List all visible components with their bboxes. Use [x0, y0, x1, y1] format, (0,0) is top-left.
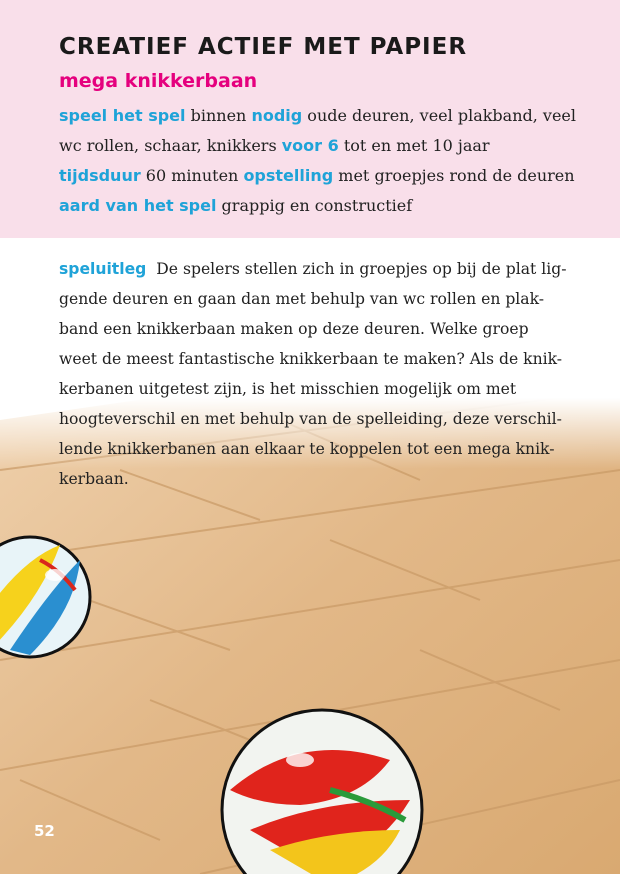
marble-icon [222, 710, 422, 874]
label-setup: opstelling [243, 166, 334, 185]
label-nature: aard van het spel [59, 196, 217, 215]
marble-icon [0, 537, 90, 657]
explanation-line [59, 254, 584, 284]
play-value: binnen [185, 106, 252, 125]
label-age: voor 6 [281, 136, 339, 155]
explanation-line: weet de meest fantastische knikkerbaan te maken? Als de knik- [59, 350, 563, 368]
explanation-line-text: De spelers stellen zich in groepjes op bij de plat lig- [156, 260, 567, 278]
needed-value: oude deuren, veel plakband, veel [302, 106, 577, 125]
info-line [59, 191, 599, 221]
label-duration: tijdsduur [59, 166, 141, 185]
explanation-line: kerbanen uitgetest zijn, is het misschien mogelijk om met [59, 380, 517, 398]
setup-value: met groepjes rond de deuren [333, 166, 575, 185]
explanation-line: lende knikkerbanen aan elkaar te koppelen tot een mega knik- [59, 440, 555, 458]
info-line [59, 131, 599, 161]
explanation-line: gende deuren en gaan dan met behulp van wc rollen en plak- [59, 290, 545, 308]
explanation-line: kerbaan. [59, 470, 129, 488]
explanation-line: band een knikkerbaan maken op deze deuren. Welke groep [59, 320, 529, 338]
needed-value-cont: wc rollen, schaar, knikkers [59, 136, 282, 155]
label-needed: nodig [251, 106, 303, 125]
explanation-line: hoogteverschil en met behulp van de spelleiding, deze verschil- [59, 410, 562, 428]
nature-value: grappig en constructief [216, 196, 413, 215]
info-line [59, 161, 599, 191]
age-value: tot en met 10 jaar [338, 136, 490, 155]
explanation-text [59, 254, 584, 494]
label-play: speel het spel [59, 106, 186, 125]
game-info [59, 101, 599, 221]
page-title: CREATIEF ACTIEF MET PAPIER [59, 34, 468, 60]
duration-value: 60 minuten [140, 166, 244, 185]
game-title: mega knikkerbaan [59, 70, 258, 92]
page-number: 52 [34, 822, 55, 840]
info-line [59, 101, 599, 131]
label-explanation: speluitleg [59, 260, 147, 278]
